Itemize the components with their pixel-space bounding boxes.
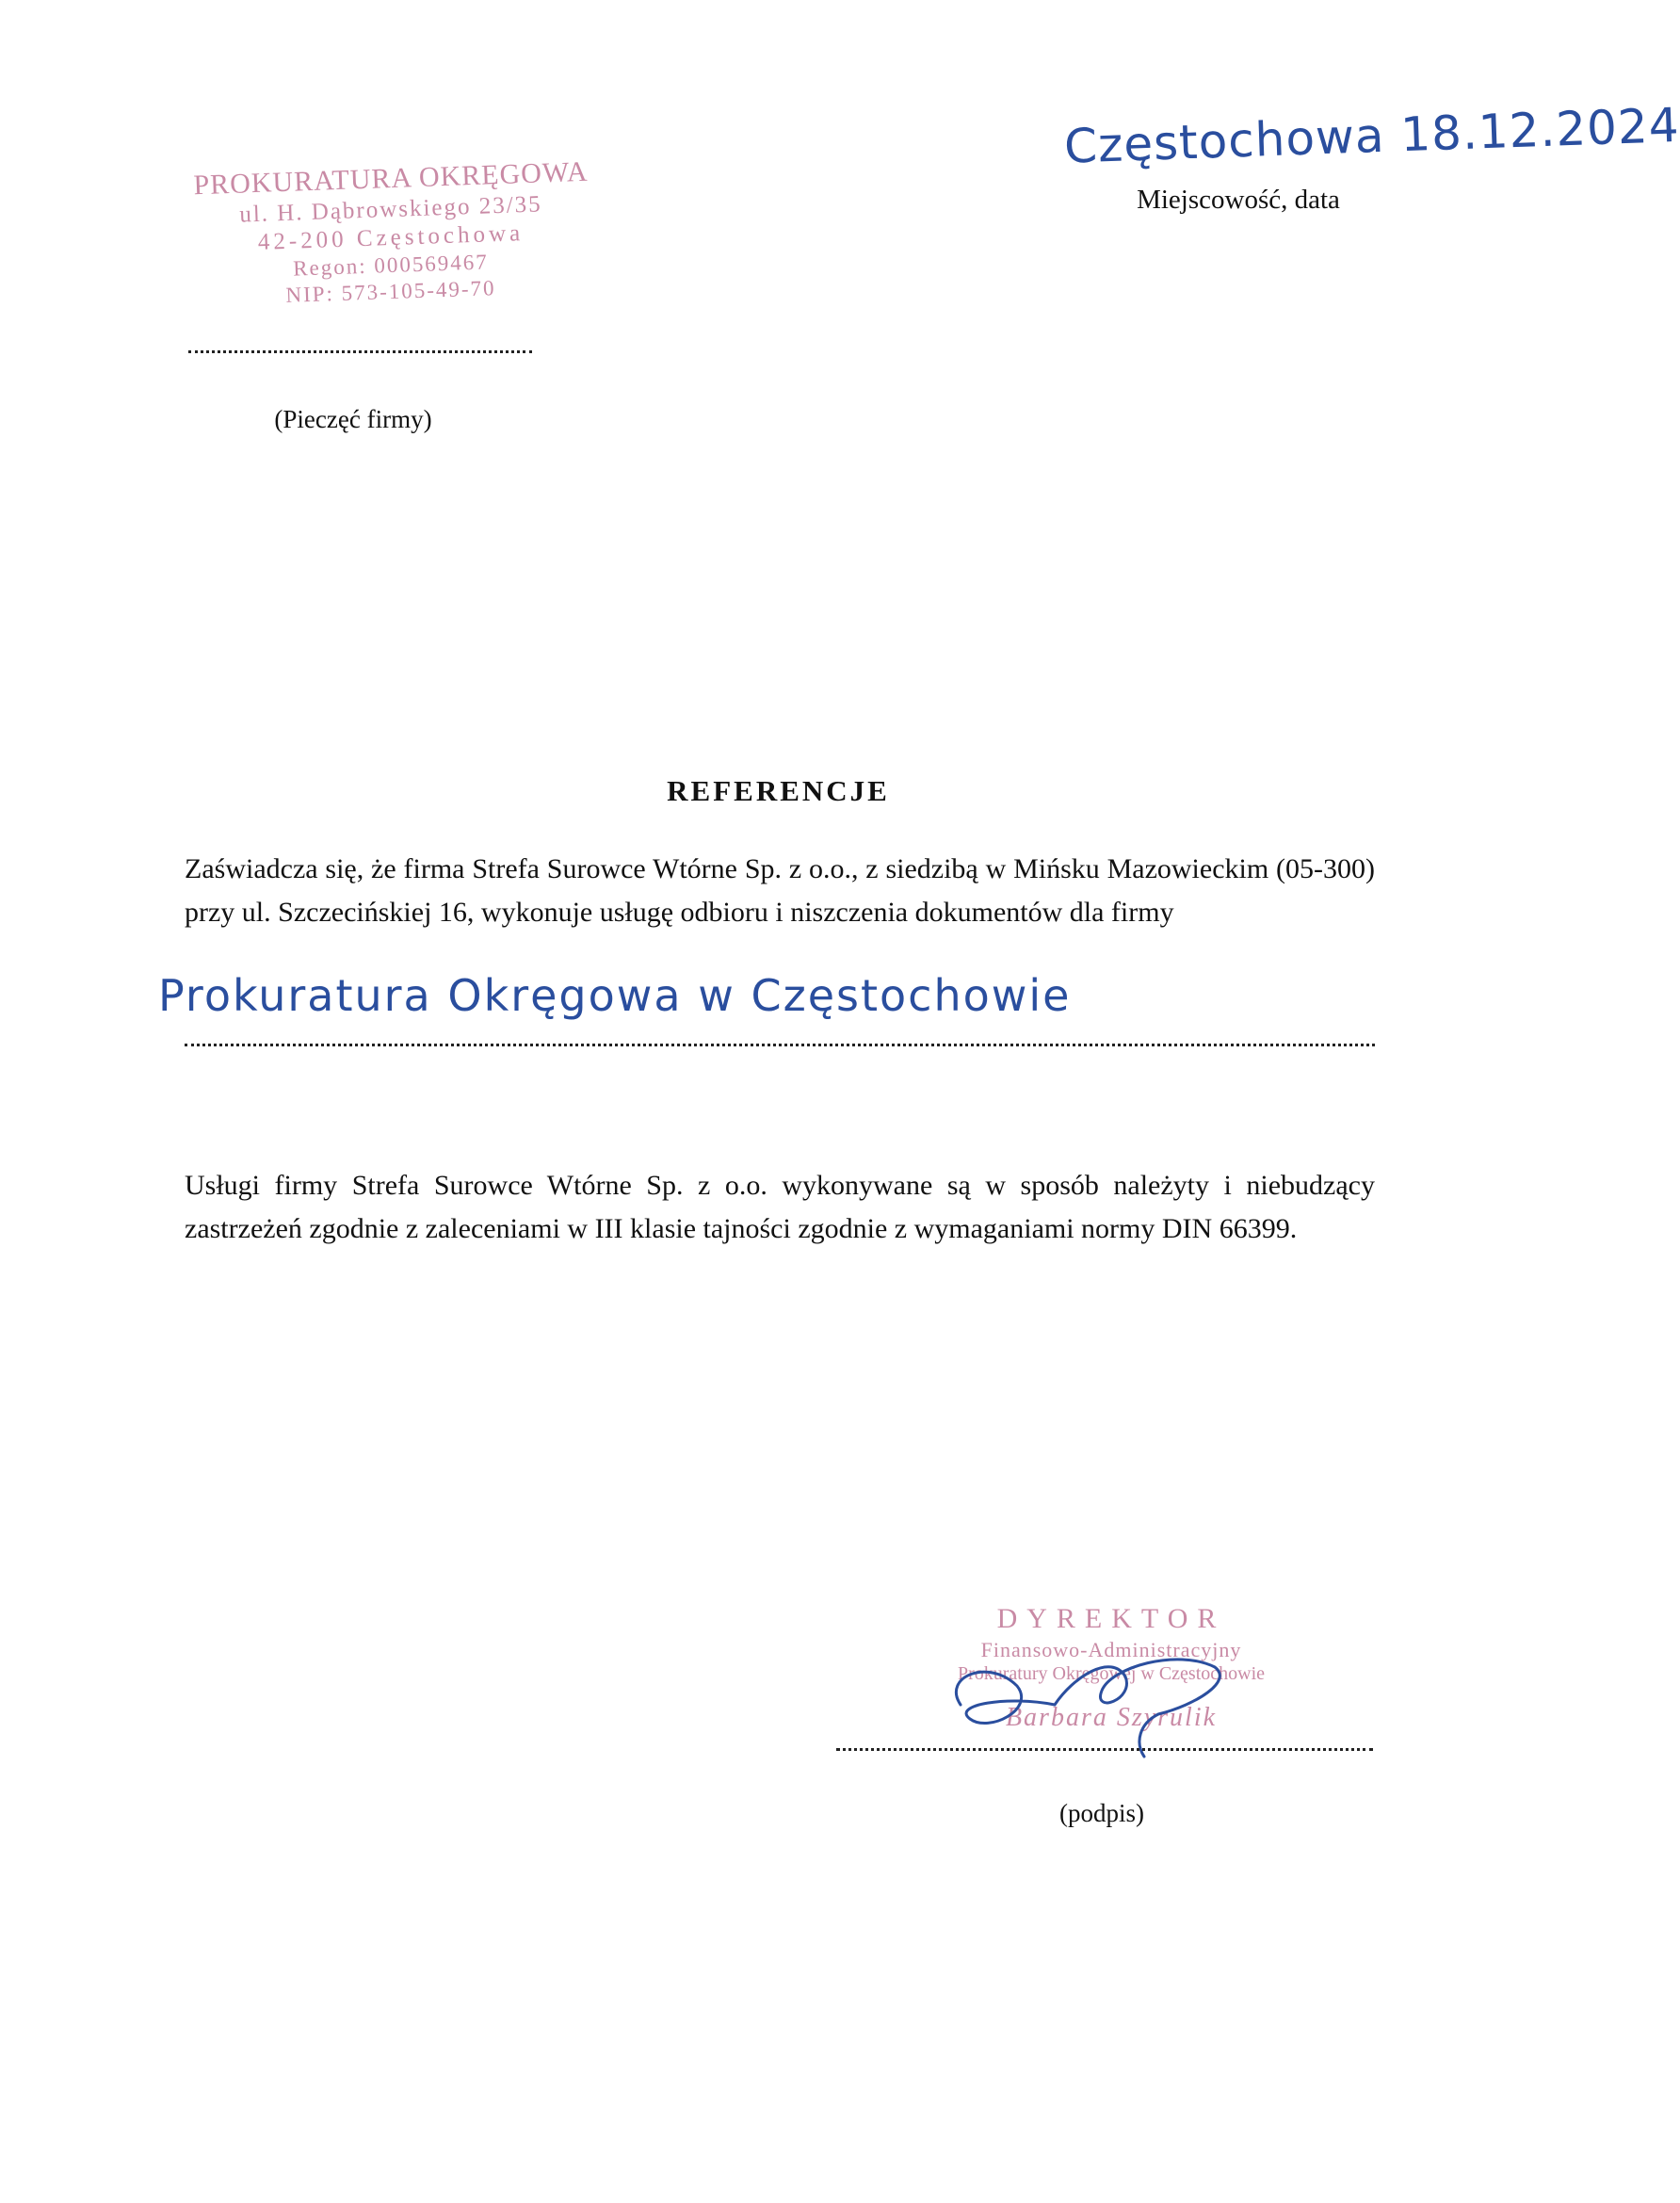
document-title: REFERENCJE	[667, 774, 890, 807]
paragraph-1: Zaświadcza się, że firma Strefa Surowce Wtórne Sp. z o.o., z siedzibą w Mińsku Mazowieckim (05-300) przy ul. Szczecińskiej 16, wykonuje usługę odbioru i niszczenia dokumentów dla firmy	[185, 853, 1375, 928]
place-date-label: Miejscowość, data	[1137, 185, 1340, 215]
signature-caption: (podpis)	[1059, 1799, 1144, 1827]
stamp-line-5: NIP: 573-105-49-70	[285, 275, 496, 307]
director-stamp-line-1: DYREKTOR	[996, 1603, 1226, 1634]
paragraph-2: Usługi firmy Strefa Surowce Wtórne Sp. z o.o. wykonywane są w sposób należyty i niebudzący zastrzeżeń zgodnie z zaleceniami w III klasie tajności zgodnie z wymaganiami normy DIN 66399.	[185, 1170, 1375, 1244]
handwritten-place-date: Częstochowa 18.12.2024	[1063, 97, 1680, 174]
director-stamp-line-3: Prokuratury Okręgowej w Częstochowie	[957, 1663, 1266, 1684]
director-stamp-line-2: Finansowo-Administracyjny	[980, 1637, 1242, 1661]
stamp-caption: (Pieczęć firmy)	[274, 405, 432, 433]
stamp-line-3: 42-200 Częstochowa	[257, 220, 525, 255]
signature-dotted-line	[836, 1729, 1373, 1751]
director-stamp-line-4: Barbara Szyrulik	[1005, 1703, 1218, 1732]
stamp-line-1: PROKURATURA OKRĘGOWA	[192, 155, 590, 202]
stamp-line-4: Regon: 000569467	[292, 250, 490, 281]
stamp-line-2: ul. H. Dąbrowskiego 23/35	[238, 191, 543, 228]
handwritten-firm-name: Prokuratura Okręgowa w Częstochowie	[158, 970, 1072, 1021]
stamp-dotted-line	[188, 332, 532, 353]
company-stamp	[192, 155, 590, 307]
